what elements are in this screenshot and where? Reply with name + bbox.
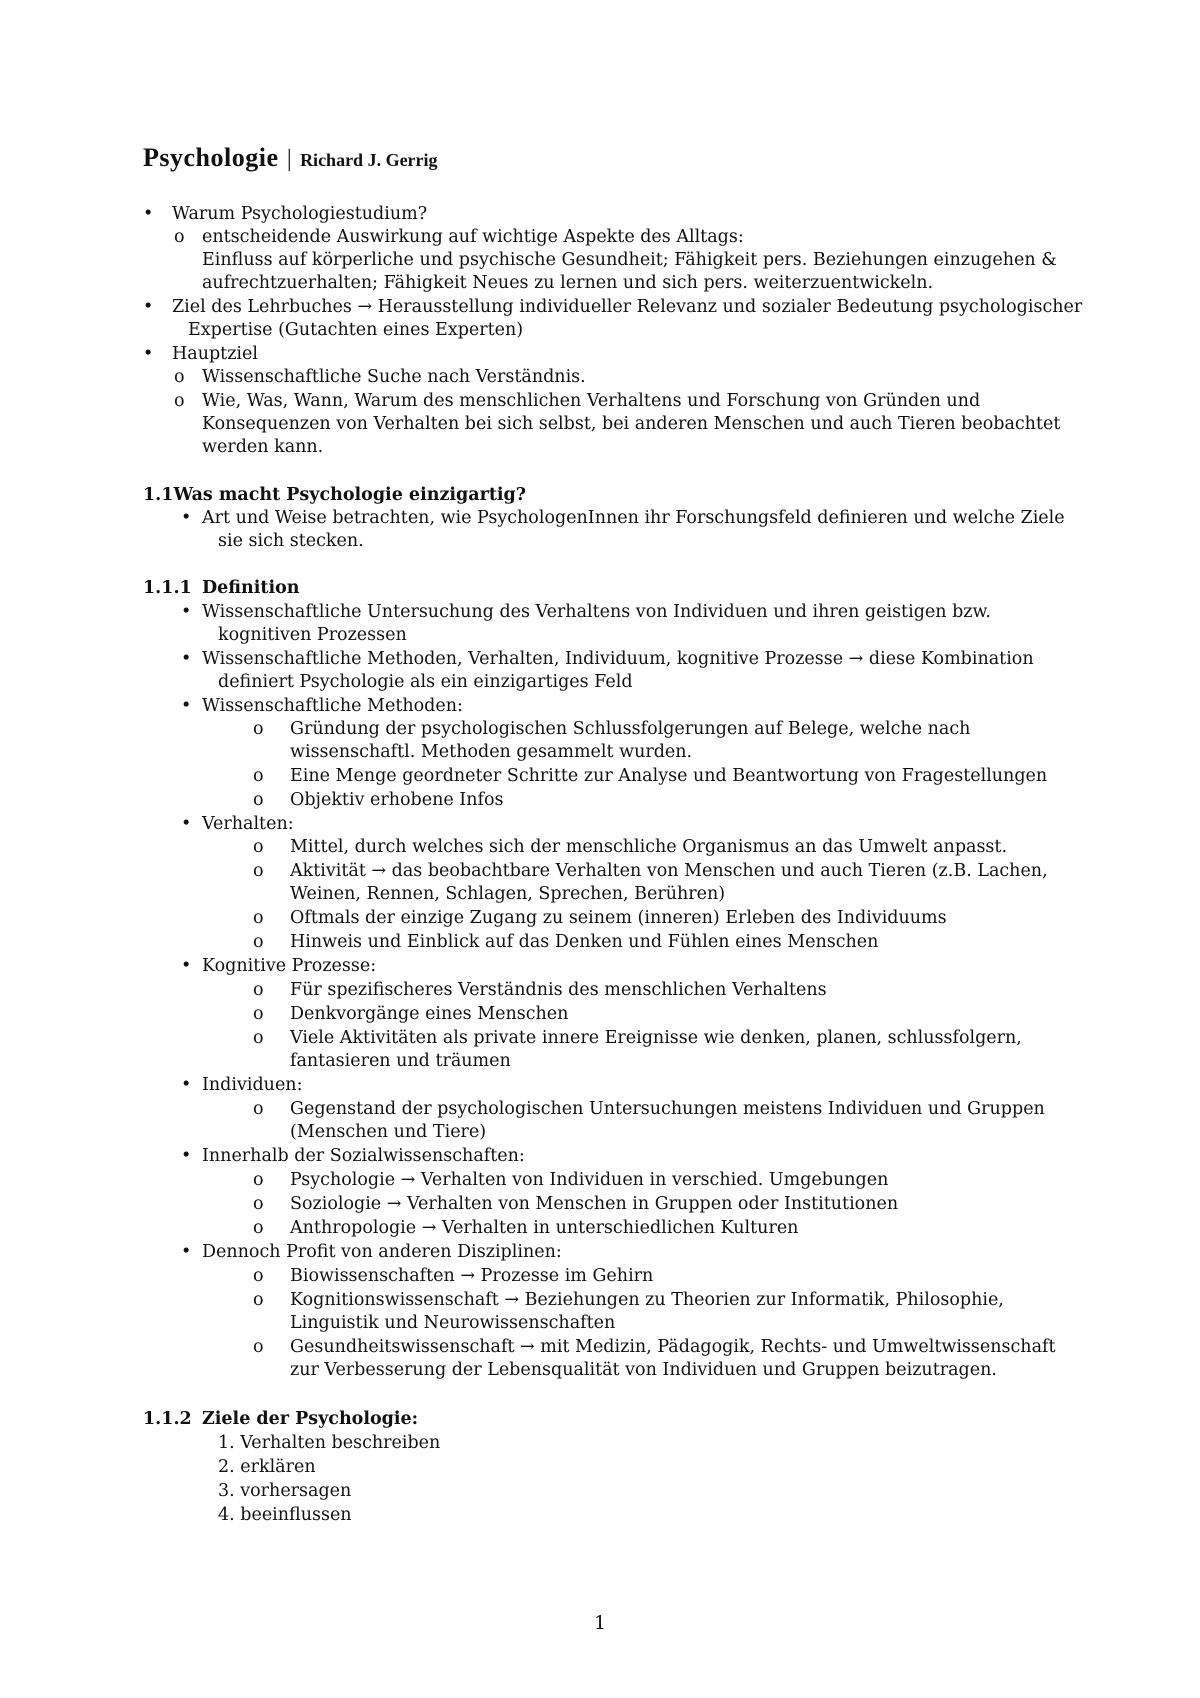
list-item: Gesundheitswissenschaft → mit Medizin, Pädagogik, Rechts- und Umweltwissenschaft	[290, 1337, 1056, 1357]
list-item: Eine Menge geordneter Schritte zur Analyse und Beantwortung von Fragestellungen	[290, 766, 1048, 786]
list-item: Oftmals der einzige Zugang zu seinem (inneren) Erleben des Individuums	[290, 908, 947, 928]
list-item: (Menschen und Tiere)	[290, 1122, 487, 1142]
sub-bullet-marker: o	[253, 837, 264, 857]
list-item: Für spezifischeres Verständnis des menschlichen Verhaltens	[290, 980, 827, 1000]
bullet-marker: •	[181, 696, 192, 716]
sub-bullet-marker: o	[174, 227, 185, 247]
list-item: kognitiven Prozessen	[218, 625, 407, 645]
list-item: Soziologie → Verhalten von Menschen in Gruppen oder Institutionen	[290, 1194, 899, 1214]
list-item: Kognitionswissenschaft → Beziehungen zu Theorien zur Informatik, Philosophie,	[290, 1290, 1004, 1310]
list-item: Denkvorgänge eines Menschen	[290, 1004, 569, 1024]
list-item: wissenschaftl. Methoden gesammelt wurden.	[290, 742, 693, 762]
list-item: Aktivität → das beobachtbare Verhalten von Menschen und auch Tieren (z.B. Lachen,	[290, 861, 1048, 881]
bullet-marker: •	[143, 344, 154, 364]
section-heading-1-1-1: Definition	[202, 578, 300, 598]
sub-bullet-marker: o	[253, 1028, 264, 1048]
list-item: Warum Psychologiestudium?	[172, 204, 428, 224]
list-item: Wissenschaftliche Untersuchung des Verhaltens von Individuen und ihren geistigen bzw.	[202, 602, 991, 622]
author-name: Richard J. Gerrig	[300, 150, 438, 170]
list-item: Biowissenschaften → Prozesse im Gehirn	[290, 1266, 654, 1286]
list-item: Viele Aktivitäten als private innere Ereignisse wie denken, planen, schlussfolgern,	[290, 1028, 1022, 1048]
bullet-marker: •	[181, 1242, 192, 1262]
list-item: Objektiv erhobene Infos	[290, 790, 504, 810]
list-item: Wissenschaftliche Methoden, Verhalten, Individuum, kognitive Prozesse → diese Kombination	[202, 649, 1034, 669]
list-item: Wissenschaftliche Suche nach Verständnis.	[202, 367, 586, 387]
list-item: zur Verbesserung der Lebensqualität von Individuen und Gruppen beizutragen.	[290, 1360, 997, 1380]
list-item: Individuen:	[202, 1075, 303, 1095]
numbered-item: 3. vorhersagen	[218, 1481, 352, 1501]
section-number: 1.1.1	[143, 578, 192, 598]
bullet-marker: •	[181, 649, 192, 669]
sub-bullet-marker: o	[253, 1099, 264, 1119]
list-item: Wie, Was, Wann, Warum des menschlichen Verhaltens und Forschung von Gründen und	[202, 391, 981, 411]
sub-bullet-marker: o	[253, 980, 264, 1000]
sub-bullet-marker: o	[253, 1218, 264, 1238]
sub-bullet-marker: o	[174, 367, 185, 387]
list-item: Ziel des Lehrbuches → Herausstellung individueller Relevanz und sozialer Bedeutung psychologischer	[172, 297, 1083, 317]
list-item: werden kann.	[202, 437, 324, 457]
list-item: fantasieren und träumen	[290, 1051, 511, 1071]
sub-bullet-marker: o	[253, 790, 264, 810]
numbered-item: 4. beeinflussen	[218, 1505, 352, 1525]
sub-bullet-marker: o	[253, 861, 264, 881]
list-item: Psychologie → Verhalten von Individuen in verschied. Umgebungen	[290, 1170, 889, 1190]
page-number: 1	[593, 1612, 607, 1634]
list-item: aufrechtzuerhalten; Fähigkeit Neues zu lernen und sich pers. weiterzuentwickeln.	[202, 273, 934, 293]
list-item: Expertise (Gutachten eines Experten)	[188, 320, 524, 340]
list-item: Weinen, Rennen, Schlagen, Sprechen, Berühren)	[290, 884, 726, 904]
bullet-marker: •	[181, 814, 192, 834]
title-separator: |	[286, 146, 292, 172]
bullet-marker: •	[143, 204, 154, 224]
sub-bullet-marker: o	[253, 719, 264, 739]
bullet-marker: •	[181, 1075, 192, 1095]
numbered-item: 1. Verhalten beschreiben	[218, 1433, 441, 1453]
list-item: Wissenschaftliche Methoden:	[202, 696, 463, 716]
bullet-marker: •	[181, 956, 192, 976]
sub-bullet-marker: o	[253, 1290, 264, 1310]
section-number: 1.1.2	[143, 1409, 192, 1429]
bullet-marker: •	[181, 508, 192, 528]
list-item: Hinweis und Einblick auf das Denken und Fühlen eines Menschen	[290, 932, 879, 952]
document-title	[143, 143, 438, 173]
sub-bullet-marker: o	[253, 1194, 264, 1214]
list-item: Linguistik und Neurowissenschaften	[290, 1313, 616, 1333]
section-heading-1-1-2: Ziele der Psychologie:	[202, 1409, 419, 1429]
sub-bullet-marker: o	[253, 1170, 264, 1190]
list-item: Hauptziel	[172, 344, 258, 364]
sub-bullet-marker: o	[174, 391, 185, 411]
numbered-item: 2. erklären	[218, 1457, 316, 1477]
list-item: Einfluss auf körperliche und psychische Gesundheit; Fähigkeit pers. Beziehungen einzugehen &	[202, 250, 1057, 270]
list-item: Verhalten:	[202, 814, 294, 834]
list-item: Konsequenzen von Verhalten bei sich selbst, bei anderen Menschen und auch Tieren beobachtet	[202, 414, 1061, 434]
bullet-marker: •	[181, 1146, 192, 1166]
list-item: Dennoch Profit von anderen Disziplinen:	[202, 1242, 562, 1262]
list-item: definiert Psychologie als ein einzigartiges Feld	[218, 672, 633, 692]
sub-bullet-marker: o	[253, 932, 264, 952]
sub-bullet-marker: o	[253, 1004, 264, 1024]
title-text: Psychologie	[143, 143, 279, 172]
list-item: Anthropologie → Verhalten in unterschiedlichen Kulturen	[290, 1218, 799, 1238]
list-item: Art und Weise betrachten, wie PsychologenInnen ihr Forschungsfeld definieren und welche Ziele	[202, 508, 1065, 528]
list-item: sie sich stecken.	[218, 531, 364, 551]
section-heading-1-1: 1.1Was macht Psychologie einzigartig?	[143, 485, 527, 505]
bullet-marker: •	[181, 602, 192, 622]
list-item: Kognitive Prozesse:	[202, 956, 377, 976]
list-item: entscheidende Auswirkung auf wichtige Aspekte des Alltags:	[202, 227, 744, 247]
sub-bullet-marker: o	[253, 1337, 264, 1357]
list-item: Mittel, durch welches sich der menschliche Organismus an das Umwelt anpasst.	[290, 837, 1008, 857]
list-item: Innerhalb der Sozialwissenschaften:	[202, 1146, 525, 1166]
list-item: Gründung der psychologischen Schlussfolgerungen auf Belege, welche nach	[290, 719, 971, 739]
list-item: Gegenstand der psychologischen Untersuchungen meistens Individuen und Gruppen	[290, 1099, 1045, 1119]
sub-bullet-marker: o	[253, 766, 264, 786]
sub-bullet-marker: o	[253, 1266, 264, 1286]
sub-bullet-marker: o	[253, 908, 264, 928]
bullet-marker: •	[143, 297, 154, 317]
